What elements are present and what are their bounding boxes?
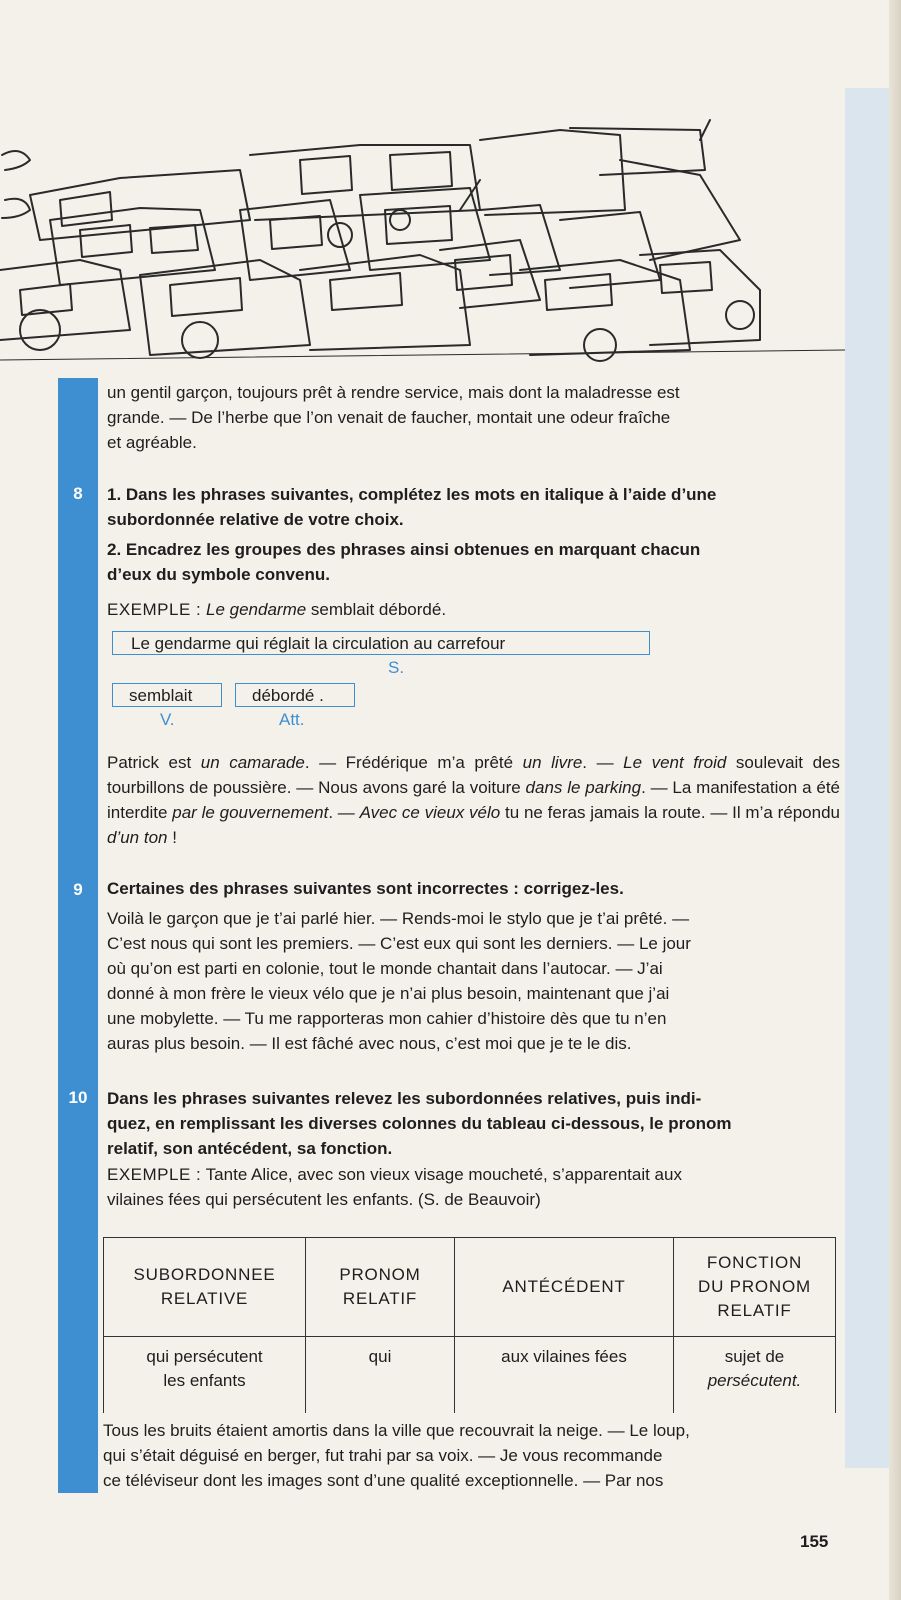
text-line: donné à mon frère le vieux vélo que je n’ai plus besoin, maintenant que j’ai: [107, 984, 670, 1003]
attribute-symbol: Att.: [279, 710, 305, 729]
relative-clause-table: [103, 1237, 836, 1413]
text-line: 2. Encadrez les groupes des phrases ainsi obtenues en marquant chacun: [107, 540, 701, 559]
table-cell: sujet de persécutent.: [674, 1337, 836, 1414]
text-line: Dans les phrases suivantes relevez les subordonnées relatives, puis indi-: [107, 1089, 702, 1108]
exercise-9-instruction: Certaines des phrases suivantes sont incorrectes : corrigez-les.: [107, 879, 624, 898]
example-italic: Le gendarme: [206, 600, 307, 619]
text-line: d’eux du symbole convenu.: [107, 565, 330, 584]
exercise-number-10: 10: [68, 1088, 88, 1107]
text-line: Voilà le garçon que je t’ai parlé hier. — Rends-moi le stylo que je t’ai prêté. —: [107, 909, 690, 928]
traffic-jam-illustration: [0, 100, 845, 365]
subject-symbol: S.: [388, 658, 405, 677]
text-line: 1. Dans les phrases suivantes, complétez les mots en italique à l’aide d’une: [107, 485, 717, 504]
page-number: 155: [800, 1532, 829, 1551]
text-line: quez, en remplissant les diverses colonnes du tableau ci-dessous, le pronom: [107, 1114, 732, 1133]
table-header: PRONOM RELATIF: [306, 1238, 455, 1337]
table-cell: aux vilaines fées: [455, 1337, 674, 1414]
exercise-10-sentences: [103, 1418, 840, 1493]
exercise-8-instruction-1: [107, 482, 840, 532]
attribute-box: débordé .: [235, 683, 355, 707]
exercise-10-example: EXEMPLE : Tante Alice, avec son vieux visage moucheté, s’apparentait aux vilaines fées qui persécutent les enfants. (S. de Beauvoir): [107, 1165, 682, 1209]
text-line: grande. — De l’herbe que l’on venait de faucher, montait une odeur fraîche: [107, 408, 671, 427]
exercise-9-sentences: [107, 906, 840, 1056]
text-line: relatif, son antécédent, sa fonction.: [107, 1139, 393, 1158]
text-line: un gentil garçon, toujours prêt à rendre service, mais dont la maladresse est: [107, 383, 680, 402]
text-line: auras plus besoin. — Il est fâché avec nous, c’est moi que je te le dis.: [107, 1034, 632, 1053]
exercise-8-sentences: Patrick est un camarade. — Frédérique m’a prêté un livre. — Le vent froid soulevait des tourbillons de poussière. — Nous avons garé la voiture dans le parking. — La manifestation a été interdite par le gouvernement. — Avec ce vieux vélo tu ne feras jamais la route. — Il m’a répondu d’un ton !: [107, 753, 840, 847]
verb-box: semblait: [112, 683, 222, 707]
example-label: EXEMPLE :: [107, 600, 202, 619]
subject-box: Le gendarme qui réglait la circulation au carrefour: [112, 631, 650, 655]
table-header: SUBORDONNEE RELATIVE: [104, 1238, 306, 1337]
carryover-paragraph: [107, 380, 840, 455]
table-cell: qui: [306, 1337, 455, 1414]
table-cell: qui persécutent les enfants: [104, 1337, 306, 1414]
text-line: subordonnée relative de votre choix.: [107, 510, 404, 529]
table-header: FONCTION DU PRONOM RELATIF: [674, 1238, 836, 1337]
text-line: ce téléviseur dont les images sont d’une qualité exceptionnelle. — Par nos: [103, 1471, 664, 1490]
exercise-10-instruction: [107, 1086, 840, 1161]
table-header: ANTÉCÉDENT: [455, 1238, 674, 1337]
text-line: et agréable.: [107, 433, 197, 452]
exercise-8-instruction-2: [107, 537, 840, 587]
exercise-margin-bar: [58, 378, 98, 1493]
exercise-number-8: 8: [73, 484, 83, 503]
text-line: où qu’on est parti en colonie, tout le monde chantait dans l’autocar. — J’ai: [107, 959, 663, 978]
verb-symbol: V.: [160, 710, 175, 729]
text-line: une mobylette. — Tu me rapporteras mon cahier d’histoire dès que tu n’en: [107, 1009, 667, 1028]
example-text: semblait débordé.: [306, 600, 447, 619]
exercise-8-example: [107, 597, 840, 622]
text-line: C’est nous qui sont les premiers. — C’est eux qui sont les derniers. — Le jour: [107, 934, 691, 953]
table-row: [104, 1337, 836, 1414]
right-margin-strip: [845, 88, 889, 1468]
text-line: Tous les bruits étaient amortis dans la ville que recouvrait la neige. — Le loup,: [103, 1421, 690, 1440]
exercise-number-9: 9: [73, 880, 83, 899]
page-edge: [889, 0, 901, 1600]
text-line: qui s’était déguisé en berger, fut trahi par sa voix. — Je vous recommande: [103, 1446, 663, 1465]
